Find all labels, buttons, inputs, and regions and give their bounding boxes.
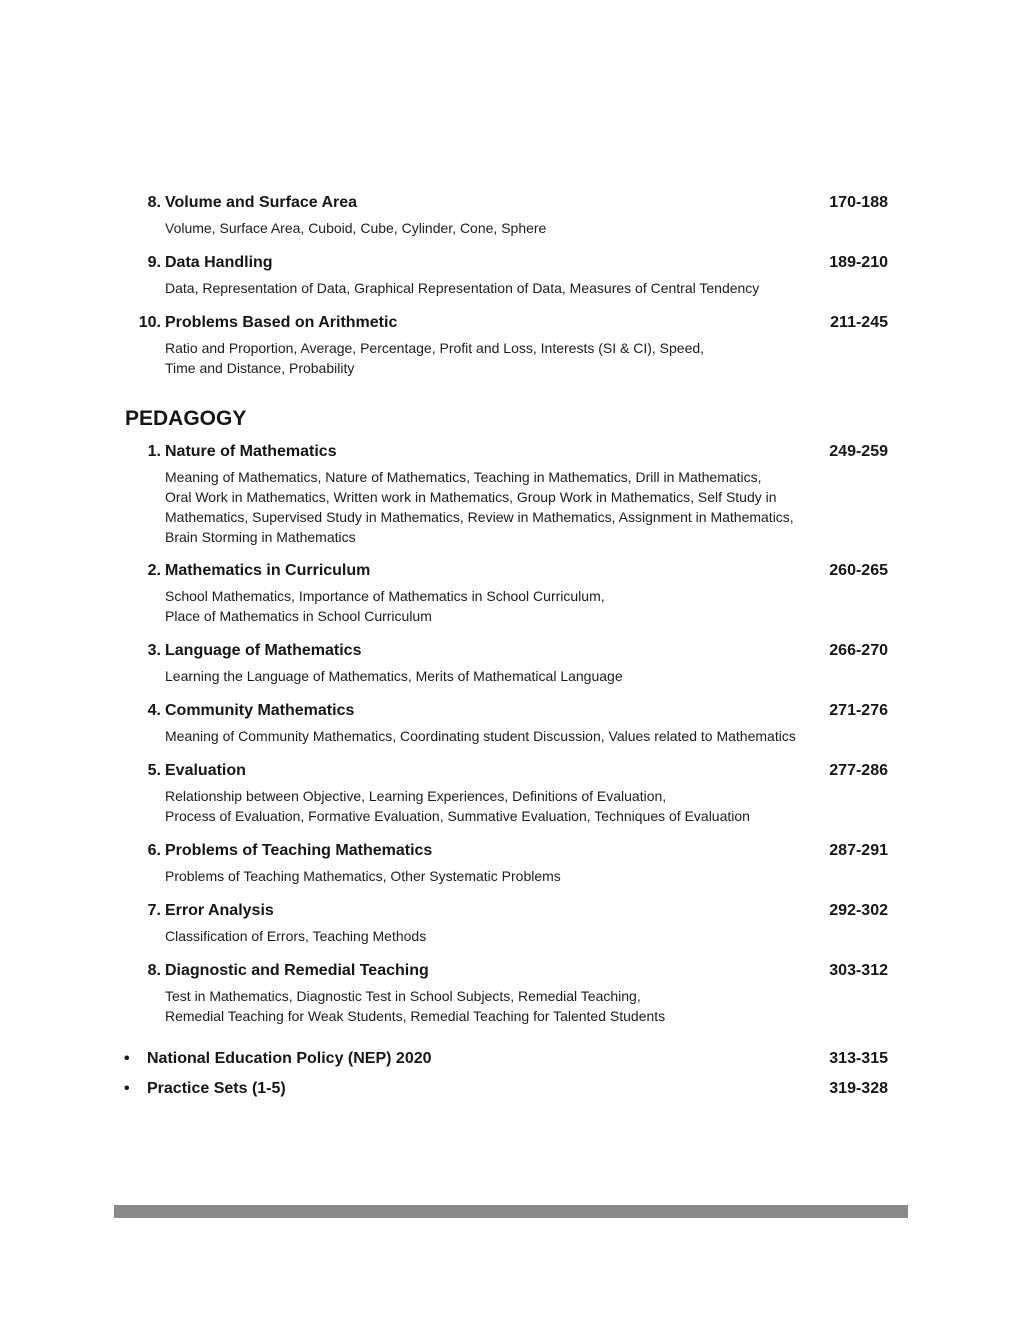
entry-description [165,926,875,946]
entry-description-line: Process of Evaluation, Formative Evaluation, Summative Evaluation, Techniques of Evaluation [165,808,750,824]
entry-title: Nature of Mathematics [165,443,337,460]
entry-number: 5. [147,762,161,779]
entry-number: 7. [147,902,161,919]
entry-title: Community Mathematics [165,702,355,719]
entry-description-line: Ratio and Proportion, Average, Percentage, Profit and Loss, Interests (SI & CI), Speed, [165,340,705,356]
entry-pages: 266-270 [829,642,888,659]
entry-description-line: Volume, Surface Area, Cuboid, Cube, Cylinder, Cone, Sphere [165,220,547,236]
entry-number: 8. [147,962,161,979]
entry-pages: 303-312 [829,962,888,979]
entry-description [165,278,875,298]
entry-description [165,786,875,826]
entry-number: 1. [147,443,161,460]
entry-title: Error Analysis [165,902,274,919]
entry-title: Problems of Teaching Mathematics [165,842,433,859]
entry-pages: 271-276 [829,702,888,719]
entry-pages: 319-328 [829,1080,888,1097]
entry-title: Data Handling [165,254,273,271]
bullet-marker: • [124,1050,130,1067]
entry-description-line: Mathematics, Supervised Study in Mathematics, Review in Mathematics, Assignment in Mathematics, [165,509,794,525]
entry-number: 6. [147,842,161,859]
entry-title: Problems Based on Arithmetic [165,314,398,331]
entry-description [165,586,875,626]
entry-description-line: Place of Mathematics in School Curriculum [165,608,432,624]
entry-description [165,666,875,686]
entry-description-line: Brain Storming in Mathematics [165,529,356,545]
entry-pages: 287-291 [829,842,888,859]
entry-description [165,467,875,547]
entry-pages: 249-259 [829,443,888,460]
entry-pages: 292-302 [829,902,888,919]
entry-description-line: Oral Work in Mathematics, Written work in Mathematics, Group Work in Mathematics, Self Study in [165,489,777,505]
entry-description [165,866,875,886]
section-heading-pedagogy: PEDAGOGY [125,407,247,430]
entry-description-line: Data, Representation of Data, Graphical Representation of Data, Measures of Central Tendency [165,280,760,296]
entry-pages: 170-188 [829,194,888,211]
entry-description-line: School Mathematics, Importance of Mathematics in School Curriculum, [165,588,605,604]
entry-number: 2. [147,562,161,579]
entry-pages: 189-210 [829,254,888,271]
bullet-marker: • [124,1080,130,1097]
entry-pages: 277-286 [829,762,888,779]
entry-description [165,986,875,1026]
entry-description-line: Relationship between Objective, Learning Experiences, Definitions of Evaluation, [165,788,667,804]
entry-description-line: Meaning of Community Mathematics, Coordinating student Discussion, Values related to Mathematics [165,728,796,744]
entry-description-line: Learning the Language of Mathematics, Merits of Mathematical Language [165,668,623,684]
bullet-title: Practice Sets (1-5) [147,1080,286,1097]
entry-description-line: Test in Mathematics, Diagnostic Test in School Subjects, Remedial Teaching, [165,988,641,1004]
entry-pages: 313-315 [829,1050,888,1067]
entry-description-line: Meaning of Mathematics, Nature of Mathematics, Teaching in Mathematics, Drill in Mathematics, [165,469,762,485]
entry-title: Language of Mathematics [165,642,362,659]
entry-title: Diagnostic and Remedial Teaching [165,962,429,979]
entry-number: 10. [138,314,161,331]
entry-pages: 211-245 [830,314,888,331]
entry-description [165,218,875,238]
entry-description-line: Problems of Teaching Mathematics, Other Systematic Problems [165,868,561,884]
entry-title: Mathematics in Curriculum [165,562,371,579]
entry-description-line: Time and Distance, Probability [165,360,355,376]
entry-title: Evaluation [165,762,246,779]
entry-description-line: Classification of Errors, Teaching Methods [165,928,427,944]
entry-number: 4. [147,702,161,719]
entry-description [165,338,875,378]
entry-title: Volume and Surface Area [165,194,358,211]
entry-description-line: Remedial Teaching for Weak Students, Remedial Teaching for Talented Students [165,1008,666,1024]
entry-number: 9. [147,254,161,271]
entry-description [165,726,875,746]
entry-pages: 260-265 [829,562,888,579]
entry-number: 3. [147,642,161,659]
entry-number: 8. [147,194,161,211]
footer-rule [114,1205,908,1218]
bullet-title: National Education Policy (NEP) 2020 [147,1050,432,1067]
